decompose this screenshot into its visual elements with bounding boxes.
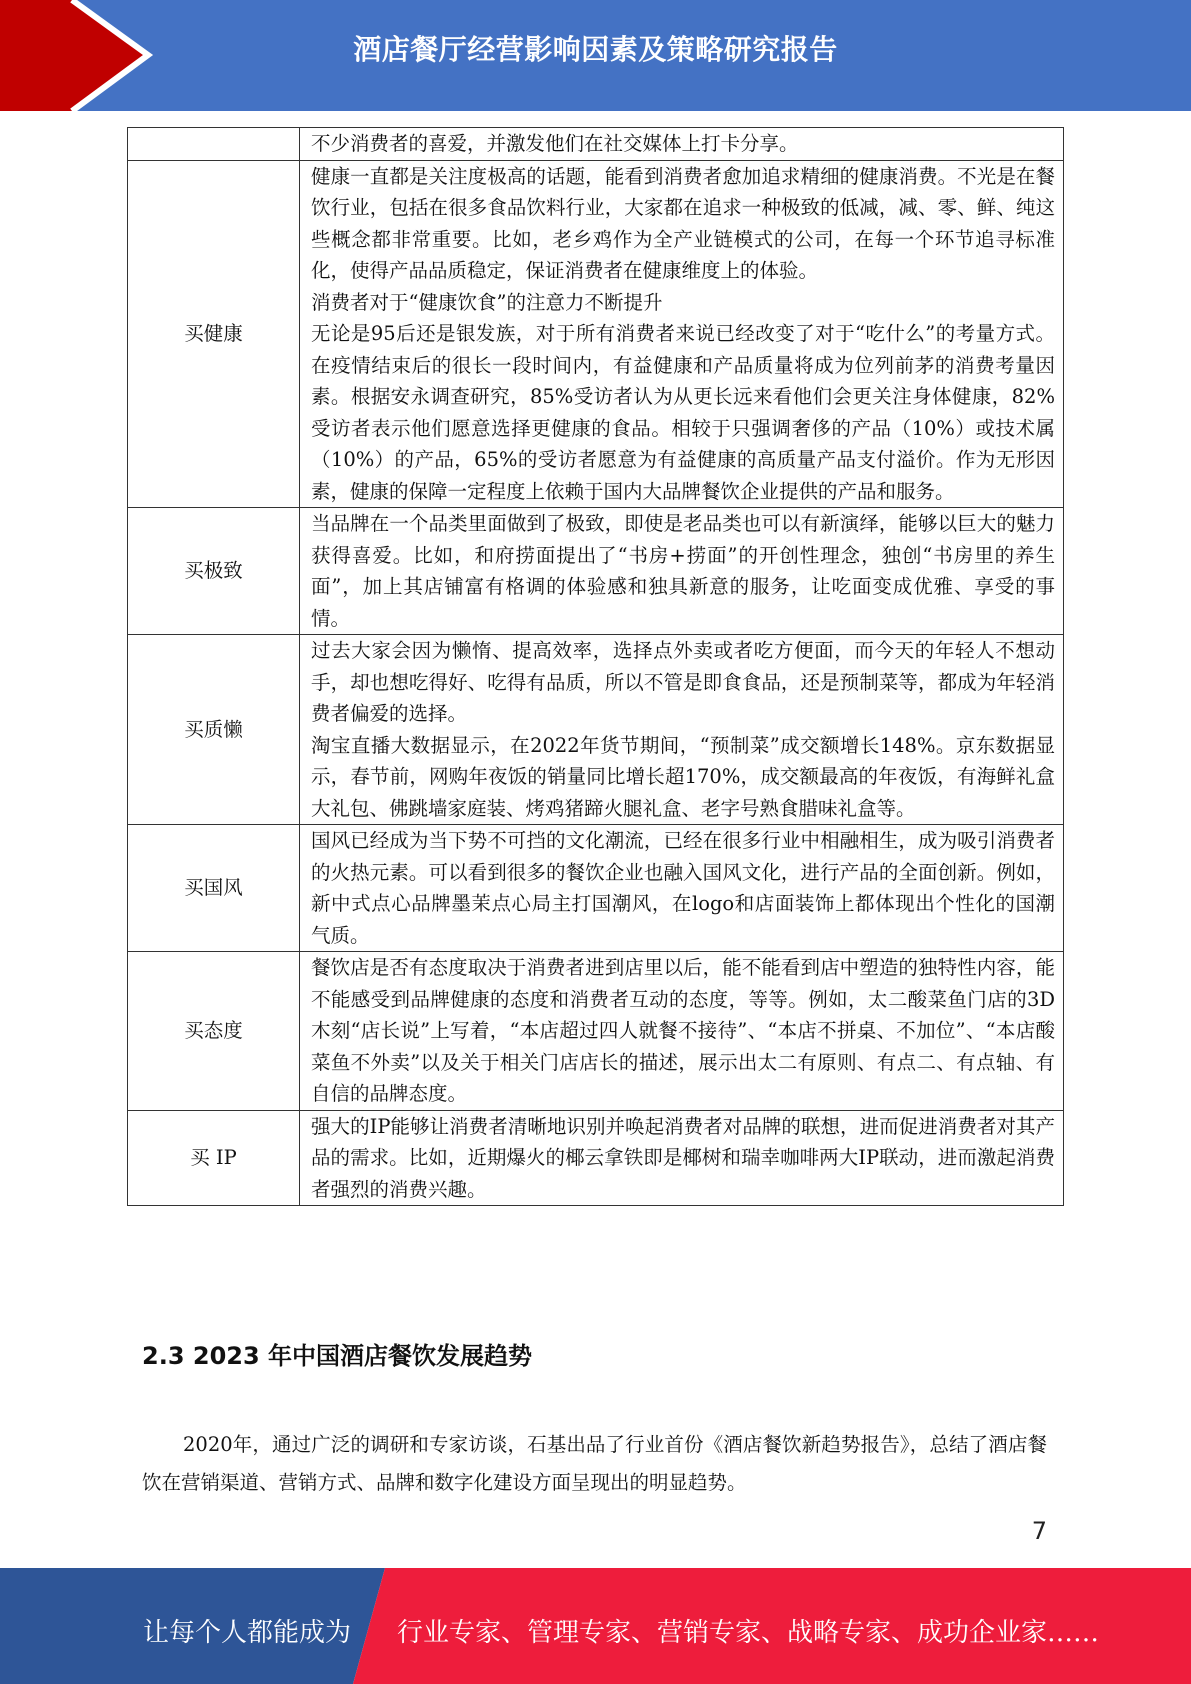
table-row: [128, 825, 1064, 952]
row-label: 买健康: [128, 160, 300, 508]
footer-slogan-right: 行业专家、管理专家、营销专家、战略专家、成功企业家……: [397, 1618, 1100, 1648]
header-title: 酒店餐厅经营影响因素及策略研究报告: [353, 33, 838, 66]
row-label: 买质懒: [128, 635, 300, 825]
row-content: [300, 160, 1064, 508]
row-content: [300, 1110, 1064, 1206]
table-row: [128, 160, 1064, 508]
section-paragraph: 2020年，通过广泛的调研和专家访谈，石基出品了行业首份《酒店餐饮新趋势报告》，总结了酒店餐饮在营销渠道、营销方式、品牌和数字化建设方面呈现出的明显趋势。: [142, 1433, 1047, 1494]
row-paragraph: 强大的IP能够让消费者清晰地识别并唤起消费者对品牌的联想，进而促进消费者对其产品的需求。比如，近期爆火的椰云拿铁即是椰树和瑞幸咖啡两大IP联动，进而激起消费者强烈的消费兴趣。: [311, 1114, 1055, 1201]
row-content: [300, 635, 1064, 825]
row-content: [300, 952, 1064, 1111]
row-paragraph: 国风已经成为当下势不可挡的文化潮流，已经在很多行业中相融相生，成为吸引消费者的火热元素。可以看到很多的餐饮企业也融入国风文化，进行产品的全面创新。例如，新中式点心品牌墨茉点心局主打国潮风，在logo和店面装饰上都体现出个性化的国潮气质。: [311, 829, 1055, 947]
row-paragraph: 当品牌在一个品类里面做到了极致，即使是老品类也可以有新演绎，能够以巨大的魅力获得喜爱。比如，和府捞面提出了“书房+捞面”的开创性理念，独创“书房里的养生面”，加上其店铺富有格调的体验感和独具新意的服务，让吃面变成优雅、享受的事情。: [311, 512, 1055, 630]
row-content: [300, 825, 1064, 952]
row-label: 买国风: [128, 825, 300, 952]
row-paragraph: 无论是95后还是银发族，对于所有消费者来说已经改变了对于“吃什么”的考量方式。在疫情结束后的很长一段时间内，有益健康和产品质量将成为位列前茅的消费考量因素。根据安永调查研究，85%受访者认为从更长远来看他们会更关注身体健康，82%受访者表示他们愿意选择更健康的食品。相较于只强调奢侈的产品（10%）或技术属（10%）的产品，65%的受访者愿意为有益健康的高质量产品支付溢价。作为无形因素，健康的保障一定程度上依赖于国内大品牌餐饮企业提供的产品和服务。: [311, 322, 1055, 503]
table-body: [128, 128, 1064, 1206]
row-label: [128, 128, 300, 161]
consumer-trends-table: [127, 127, 1064, 1206]
table-row: [128, 635, 1064, 825]
table-row: [128, 128, 1064, 161]
row-paragraph: 过去大家会因为懒惰、提高效率，选择点外卖或者吃方便面，而今天的年轻人不想动手，却也想吃得好、吃得有品质，所以不管是即食食品，还是预制菜等，都成为年轻消费者偏爱的选择。: [311, 639, 1055, 725]
row-label: 买态度: [128, 952, 300, 1111]
page-number: 7: [1031, 1517, 1047, 1545]
row-content: [300, 128, 1064, 161]
row-paragraph: 不少消费者的喜爱，并激发他们在社交媒体上打卡分享。: [311, 132, 799, 155]
row-label: 买极致: [128, 508, 300, 635]
table-row: [128, 1110, 1064, 1206]
section-title: 2.3 2023 年中国酒店餐饮发展趋势: [142, 1342, 533, 1370]
page-header: [0, 0, 1191, 111]
table-row: [128, 508, 1064, 635]
row-label: 买 IP: [128, 1110, 300, 1206]
row-content: [300, 508, 1064, 635]
row-paragraph: 餐饮店是否有态度取决于消费者进到店里以后，能不能看到店中塑造的独特性内容，能不能感受到品牌健康的态度和消费者互动的态度，等等。例如，太二酸菜鱼门店的3D木刻“店长说”上写着，“本店超过四人就餐不接待”、“本店不拼桌、不加位”、“本店酸菜鱼不外卖”以及关于相关门店店长的描述，展示出太二有原则、有点二、有点轴、有自信的品牌态度。: [311, 956, 1055, 1105]
page-footer: [0, 1568, 1191, 1684]
row-paragraph: 消费者对于“健康饮食”的注意力不断提升: [311, 290, 663, 314]
footer-slogan-left: 让每个人都能成为: [143, 1618, 352, 1648]
row-paragraph: 健康一直都是关注度极高的话题，能看到消费者愈加追求精细的健康消费。不光是在餐饮行业，包括在很多食品饮料行业，大家都在追求一种极致的低减，减、零、鲜、纯这些概念都非常重要。比如，老乡鸡作为全产业链模式的公司，在每一个环节追寻标准化，使得产品品质稳定，保证消费者在健康维度上的体验。: [311, 164, 1055, 282]
table-row: [128, 952, 1064, 1111]
row-paragraph: 淘宝直播大数据显示，在2022年货节期间，“预制菜”成交额增长148%。京东数据显示，春节前，网购年夜饭的销量同比增长超170%，成交额最高的年夜饭，有海鲜礼盒大礼包、佛跳墙家庭装、烤鸡猪蹄火腿礼盒、老字号熟食腊味礼盒等。: [311, 733, 1055, 820]
